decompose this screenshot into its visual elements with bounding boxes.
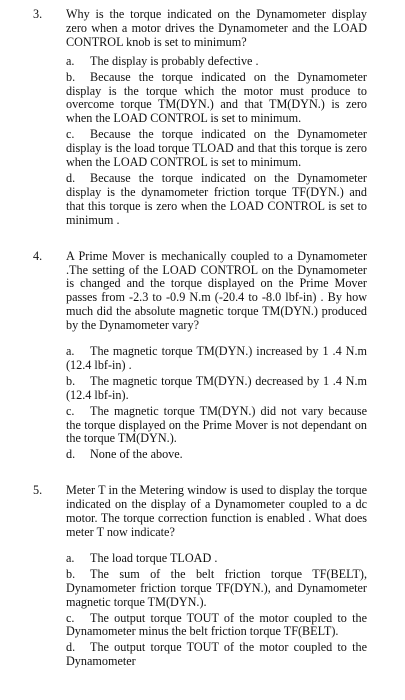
option-letter: d. bbox=[66, 170, 76, 185]
question-text: A Prime Mover is mechanically coupled to a Dynamometer .The setting of the LOAD CONTROL on the Dynamometer is changed and the torque displayed on the Prime Mover passes from -2.3 to -0.9 N.m (-20.4 to -8.0 lbf-in) . By how much did the absolute magnetic torque TM(DYN.) produced by the Dynamometer vary? bbox=[66, 248, 367, 333]
option-a[interactable] bbox=[66, 345, 367, 373]
option-text: Because the torque indicated on the Dynamometer display is the dynamometer friction torque TF(DYN.) and that this torque is zero when the LOAD CONTROL is set to minimum . bbox=[66, 170, 367, 227]
option-d[interactable] bbox=[66, 172, 367, 228]
option-text: The magnetic torque TM(DYN.) increased by 1 .4 N.m (12.4 lbf-in) . bbox=[66, 344, 367, 372]
answer-options bbox=[66, 552, 367, 669]
option-letter: c. bbox=[66, 403, 75, 418]
option-d[interactable] bbox=[66, 448, 367, 462]
option-letter: d. bbox=[66, 447, 76, 462]
option-c[interactable] bbox=[66, 405, 367, 447]
option-c[interactable] bbox=[66, 128, 367, 170]
option-b[interactable] bbox=[66, 71, 367, 127]
question-number: 4. bbox=[33, 248, 43, 263]
option-b[interactable] bbox=[66, 568, 367, 610]
question-text: Why is the torque indicated on the Dynamometer display zero when a motor drives the Dynamometer and the LOAD CONTROL knob is set to minimum? bbox=[66, 7, 367, 49]
option-text: Because the torque indicated on the Dynamometer display is the load torque TLOAD and that this torque is zero when the LOAD CONTROL is set to minimum. bbox=[66, 127, 367, 170]
question-3 bbox=[33, 7, 367, 228]
option-letter: d. bbox=[66, 640, 76, 655]
option-letter: b. bbox=[66, 566, 76, 581]
option-letter: c. bbox=[66, 127, 75, 142]
option-b[interactable] bbox=[66, 375, 367, 403]
question-5 bbox=[33, 483, 367, 669]
option-text: The output torque TOUT of the motor coupled to the Dynamometer bbox=[66, 640, 367, 669]
option-letter: a. bbox=[66, 344, 75, 359]
option-c[interactable] bbox=[66, 612, 367, 640]
option-text: Because the torque indicated on the Dynamometer display is the torque which the motor must produce to overcome torque TM(DYN.) and that TM(DYN.) is zero when the LOAD CONTROL is set to minimum. bbox=[66, 69, 367, 126]
option-text: The magnetic torque TM(DYN.) did not vary because the torque displayed on the Prime Mover is not dependant on the torque TM(DYN.). bbox=[66, 403, 367, 446]
question-4 bbox=[33, 248, 367, 463]
option-letter: c. bbox=[66, 610, 75, 625]
question-number: 5. bbox=[33, 483, 43, 498]
option-letter: b. bbox=[66, 373, 76, 388]
question-number: 3. bbox=[33, 7, 43, 21]
option-text: The sum of the belt friction torque TF(BELT), Dynamometer friction torque TF(DYN.), and Dynamometer magnetic torque TM(DYN.). bbox=[66, 566, 367, 609]
option-a[interactable] bbox=[66, 55, 367, 69]
question-text: Meter T in the Metering window is used to display the torque indicated on the display of a Dynamometer coupled to a dc motor. The torque correction function is enabled . What does meter T now indicate? bbox=[66, 483, 367, 539]
option-letter: a. bbox=[66, 53, 75, 68]
option-text: None of the above. bbox=[90, 447, 183, 462]
option-letter: b. bbox=[66, 69, 76, 84]
option-text: The output torque TOUT of the motor coupled to the Dynamometer minus the belt friction torque TF(BELT). bbox=[66, 610, 367, 639]
answer-options bbox=[66, 345, 367, 462]
answer-options bbox=[66, 55, 367, 228]
option-text: The load torque TLOAD . bbox=[90, 550, 218, 565]
option-text: The magnetic torque TM(DYN.) decreased by 1 .4 N.m (12.4 lbf-in). bbox=[66, 373, 367, 402]
option-a[interactable] bbox=[66, 552, 367, 566]
option-text: The display is probably defective . bbox=[90, 53, 259, 68]
option-letter: a. bbox=[66, 550, 75, 565]
option-d[interactable] bbox=[66, 641, 367, 669]
